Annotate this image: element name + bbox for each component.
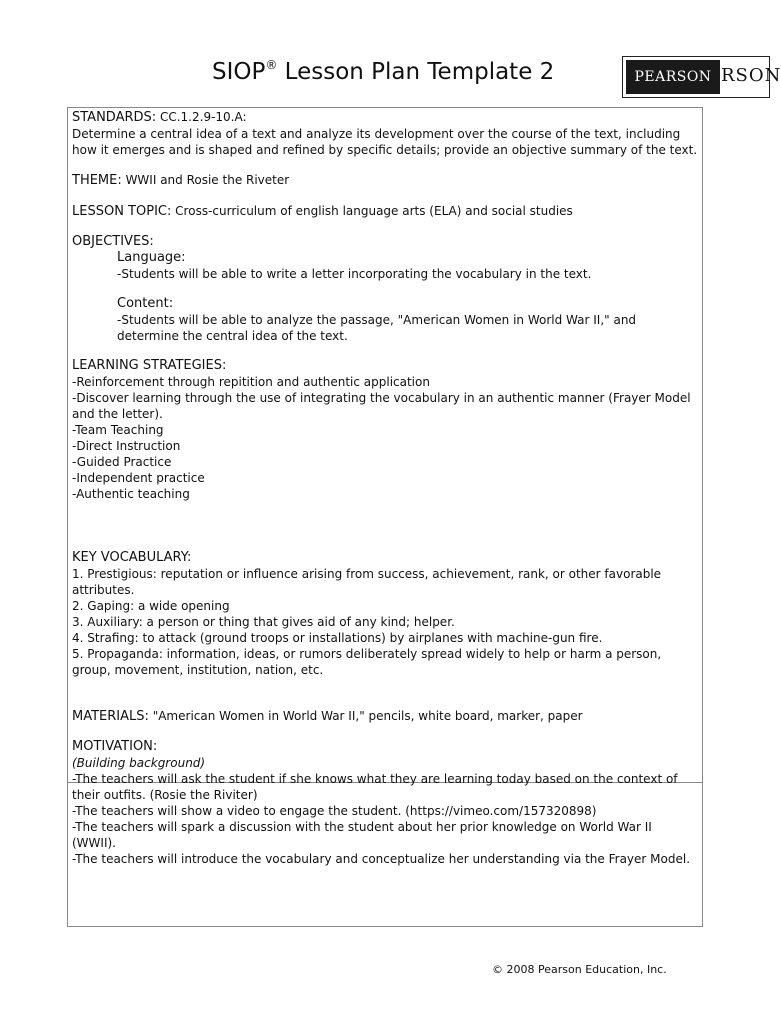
motivation-item: -The teachers will show a video to engage the student. (https://vimeo.com/157320898) <box>72 804 597 818</box>
vocabulary-item: 1. Prestigious: reputation or influence arising from success, achievement, rank, or other favorable attributes. <box>72 567 662 597</box>
materials-section <box>72 708 698 725</box>
lesson-plan-content <box>72 109 698 867</box>
pearson-logo-text: RSON <box>721 65 781 86</box>
strategy-item: -Discover learning through the use of integrating the vocabulary in an authentic manner (Frayer Model and the letter). <box>72 391 691 421</box>
registered-mark: ® <box>265 58 278 72</box>
copyright-notice: © 2008 Pearson Education, Inc. <box>492 963 667 976</box>
motivation-item: -The teachers will ask the student if she knows what they are learning today based on the context of their outfits. (Rosie the Riviter) <box>72 772 678 802</box>
strategy-item: -Direct Instruction <box>72 439 181 453</box>
key-vocabulary-list <box>72 566 698 678</box>
vocabulary-item: 2. Gaping: a wide opening <box>72 599 230 613</box>
strategy-item: -Team Teaching <box>72 423 164 437</box>
key-vocabulary-label: KEY VOCABULARY: <box>72 550 192 565</box>
title-siop: SIOP <box>212 59 266 85</box>
lesson-topic-text: Cross-curriculum of english language arts (ELA) and social studies <box>171 204 573 218</box>
objectives-content-label: Content: <box>117 296 174 311</box>
materials-label: MATERIALS: <box>72 709 149 724</box>
standards-label: STANDARDS: <box>72 110 157 125</box>
strategy-item: -Reinforcement through repitition and authentic application <box>72 375 430 389</box>
vocabulary-item: 4. Strafing: to attack (ground troops or installations) by airplanes with machine-gun fire. <box>72 631 603 645</box>
motivation-item: -The teachers will introduce the vocabulary and conceptualize her understanding via the Frayer Model. <box>72 852 691 866</box>
motivation-item: -The teachers will spark a discussion with the student about her prior knowledge on World War II (WWII). <box>72 820 652 850</box>
motivation-label: MOTIVATION: <box>72 739 158 754</box>
standards-section <box>72 109 698 126</box>
standards-code: CC.1.2.9-10.A: <box>156 110 247 124</box>
standards-text: Determine a central idea of a text and analyze its development over the course of the text, including how it emerges and is shaped and refined by specific details; provide an objective summary of the text. <box>72 127 698 157</box>
objectives-language-text: -Students will be able to write a letter incorporating the vocabulary in the text. <box>117 267 592 281</box>
theme-text: WWII and Rosie the Riveter <box>121 173 290 187</box>
theme-label: THEME: <box>72 173 122 188</box>
objectives-language-label: Language: <box>117 250 186 265</box>
pearson-logo-box: PEARSON <box>626 60 720 94</box>
title-rest: Lesson Plan Template 2 <box>277 59 555 85</box>
pearson-logo <box>622 56 781 98</box>
objectives-content-text: -Students will be able to analyze the passage, "American Women in World War II," and determine the central idea of the text. <box>117 313 637 343</box>
vocabulary-item: 5. Propaganda: information, ideas, or rumors deliberately spread widely to help or harm a person, group, movement, institution, nation, etc. <box>72 647 662 677</box>
objectives-label: OBJECTIVES: <box>72 234 154 249</box>
strategy-item: -Independent practice <box>72 471 205 485</box>
materials-text: "American Women in World War II," pencils, white board, marker, paper <box>148 709 583 723</box>
page-title <box>212 58 554 85</box>
lesson-topic-section <box>72 203 698 220</box>
strategy-item: -Guided Practice <box>72 455 172 469</box>
theme-section <box>72 172 698 189</box>
lesson-topic-label: LESSON TOPIC: <box>72 204 172 219</box>
motivation-subtitle: (Building background) <box>72 756 206 770</box>
strategy-item: -Authentic teaching <box>72 487 190 501</box>
vocabulary-item: 3. Auxiliary: a person or thing that gives aid of any kind; helper. <box>72 615 455 629</box>
learning-strategies-label: LEARNING STRATEGIES: <box>72 358 227 373</box>
